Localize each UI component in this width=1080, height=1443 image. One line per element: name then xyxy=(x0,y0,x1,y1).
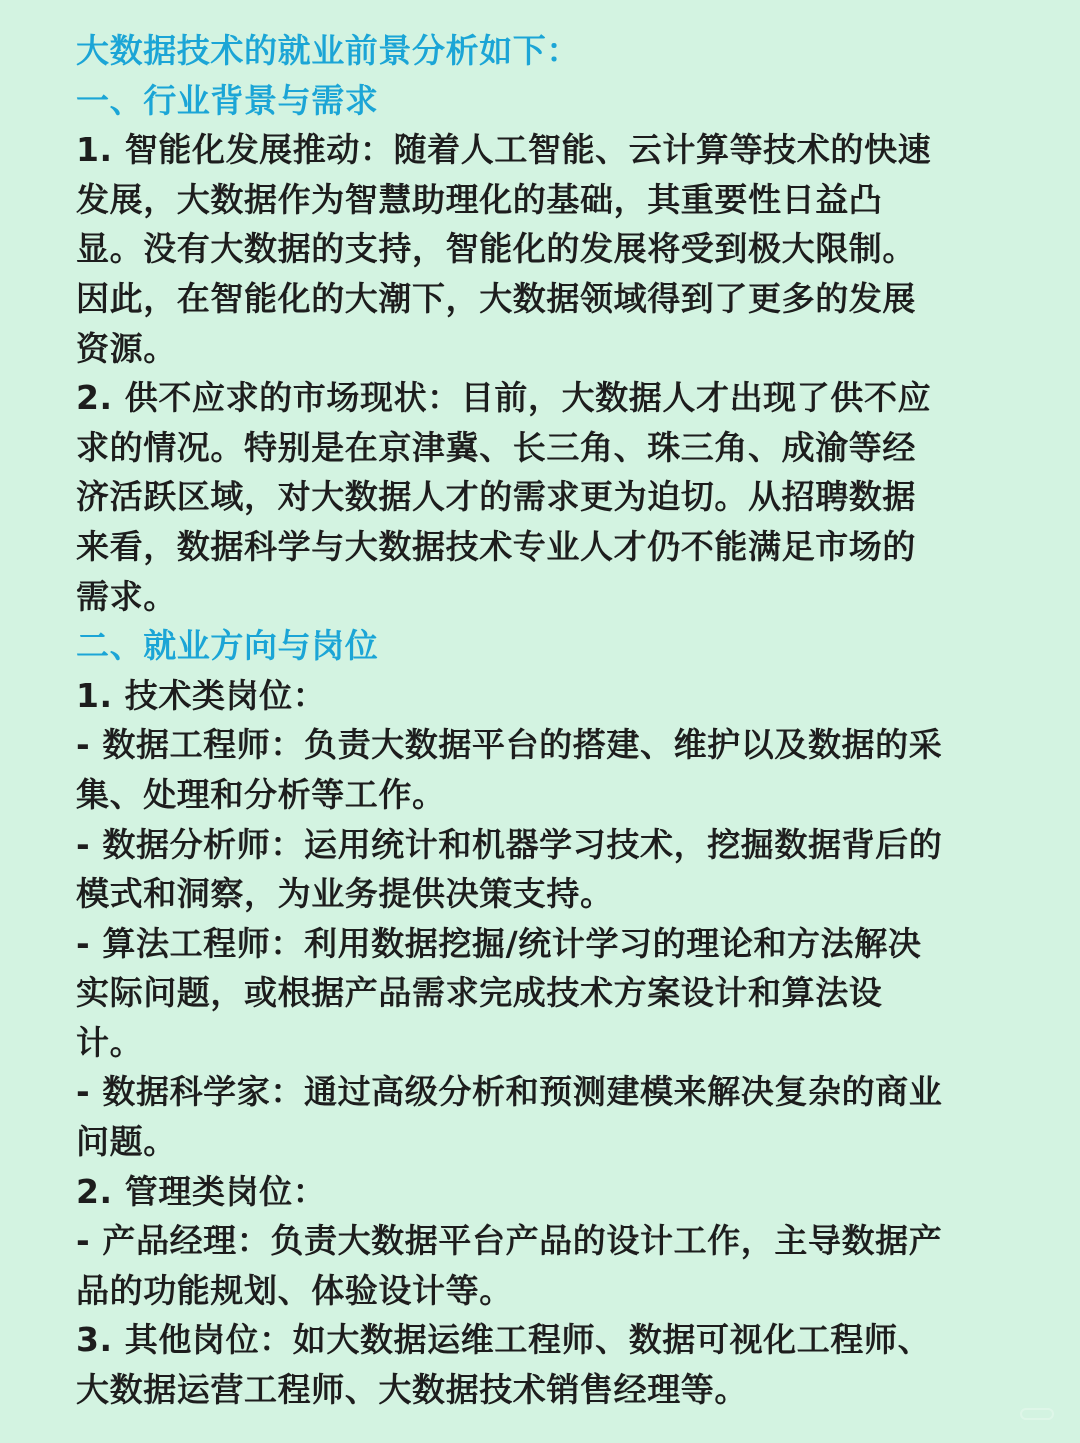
paragraph-other-roles xyxy=(76,1315,1016,1414)
list-item-line: - 数据分析师：运用统计和机器学习技术，挖掘数据背后的 xyxy=(76,824,943,864)
subheading-technical-roles: 1. 技术类岗位： xyxy=(76,675,327,715)
paragraph-line: 发展，大数据作为智慧助理化的基础，其重要性日益凸 xyxy=(76,179,883,219)
paragraph-line: 求的情况。特别是在京津冀、长三角、珠三角、成渝等经 xyxy=(76,427,916,467)
list-item-algorithm-engineer xyxy=(76,919,1016,1068)
section-heading-background: 一、行业背景与需求 xyxy=(76,80,379,120)
list-item-line: 品的功能规划、体验设计等。 xyxy=(76,1270,513,1310)
paragraph-line: 1. 智能化发展推动：随着人工智能、云计算等技术的快速 xyxy=(76,130,932,170)
list-item-line: - 算法工程师：利用数据挖掘/统计学习的理论和方法解决 xyxy=(76,923,922,963)
paragraph-line: 3. 其他岗位：如大数据运维工程师、数据可视化工程师、 xyxy=(76,1320,932,1360)
paragraph-line: 2. 供不应求的市场现状：目前，大数据人才出现了供不应 xyxy=(76,378,932,418)
list-item-data-analyst xyxy=(76,820,1016,919)
paragraph-line: 大数据运营工程师、大数据技术销售经理等。 xyxy=(76,1370,748,1410)
list-item-product-manager xyxy=(76,1216,1016,1315)
list-item-line: - 产品经理：负责大数据平台产品的设计工作，主导数据产 xyxy=(76,1221,943,1261)
paragraph-line: 济活跃区域，对大数据人才的需求更为迫切。从招聘数据 xyxy=(76,477,916,517)
list-item-line: 实际问题，或根据产品需求完成技术方案设计和算法设 xyxy=(76,973,883,1013)
list-item-line: - 数据科学家：通过高级分析和预测建模来解决复杂的商业 xyxy=(76,1072,943,1112)
list-item-line: 集、处理和分析等工作。 xyxy=(76,774,446,814)
paragraph-line: 需求。 xyxy=(76,576,177,616)
paragraph-line: 显。没有大数据的支持，智能化的发展将受到极大限制。 xyxy=(76,229,916,269)
document-body xyxy=(76,26,1016,1415)
list-item-data-engineer xyxy=(76,720,1016,819)
paragraph-intelligent-development xyxy=(76,125,1016,373)
list-item-line: 问题。 xyxy=(76,1122,177,1162)
paragraph-line: 来看，数据科学与大数据技术专业人才仍不能满足市场的 xyxy=(76,526,916,566)
document-title: 大数据技术的就业前景分析如下： xyxy=(76,31,580,70)
list-item-line: 计。 xyxy=(76,1022,144,1062)
paragraph-line: 因此，在智能化的大潮下，大数据领域得到了更多的发展 xyxy=(76,278,916,318)
watermark-mark xyxy=(1020,1407,1054,1421)
paragraph-line: 资源。 xyxy=(76,328,177,368)
subheading-management-roles: 2. 管理类岗位： xyxy=(76,1171,327,1211)
section-heading-career-directions: 二、就业方向与岗位 xyxy=(76,626,379,666)
list-item-line: 模式和洞察，为业务提供决策支持。 xyxy=(76,874,614,914)
paragraph-market-demand xyxy=(76,373,1016,621)
list-item-line: - 数据工程师：负责大数据平台的搭建、维护以及数据的采 xyxy=(76,725,943,765)
list-item-data-scientist xyxy=(76,1067,1016,1166)
